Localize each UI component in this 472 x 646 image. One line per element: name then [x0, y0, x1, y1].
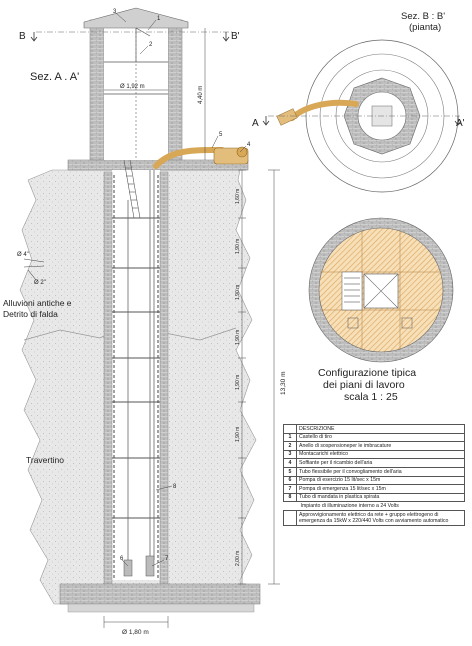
shaft-wall-left [104, 172, 112, 584]
shaft-bottom [60, 584, 260, 604]
segment-label-7: 2,00 m [235, 550, 241, 566]
legend-row [284, 442, 465, 451]
section-title: Sez. A . A' [30, 71, 80, 83]
callout-6: 6 [120, 556, 124, 562]
cut-a-right-label: A' [456, 118, 465, 129]
legend-row [284, 485, 465, 494]
legend-table [283, 424, 465, 526]
plan-title-2: (pianta) [409, 22, 442, 33]
segment-label-4: 1,90 m [235, 329, 241, 345]
config-title-1: Configurazione tipica [318, 367, 417, 379]
legend-row [284, 467, 465, 476]
legend-num: 5 [284, 467, 297, 476]
tower-wall-left [90, 20, 104, 160]
shaft-bottom-base [68, 604, 254, 612]
emergency-pump [146, 556, 154, 576]
legend-text: Tubo flessibile per il convogliamento dell'aria [297, 467, 465, 476]
plan-title-1: Sez. B : B' [401, 11, 446, 22]
legend-note-row [284, 510, 465, 525]
blower-fan-icon [237, 147, 247, 157]
callout-2: 2 [149, 42, 153, 48]
cut-b-right-label: B' [231, 31, 240, 42]
legend-num: 2 [284, 442, 297, 451]
legend-num: 1 [284, 433, 297, 442]
bottom-diameter-label: Ø 1,80 m [122, 629, 149, 636]
callout-5: 5 [219, 132, 223, 138]
tower-height-label: 4,40 m [198, 85, 204, 104]
service-pump [124, 560, 132, 576]
legend-row [284, 459, 465, 468]
legend-text: Montacarichi elettrico [297, 450, 465, 459]
pipe-large-label: Ø 4" [17, 252, 29, 258]
arrow-down-icon [263, 116, 269, 125]
legend-note-spacer [284, 502, 297, 511]
legend-note: Impianto di illuminazione interno a 24 Volts [300, 502, 399, 509]
config-title-2: dei piani di lavoro [323, 379, 405, 391]
legend-num: 7 [284, 485, 297, 494]
legend-note: Approvvigionamento elettrico da rete + gruppo elettrogeno di emergenza da 15kW x 220/440 Volts con avviamento automatico [297, 510, 465, 525]
alluvium-label-1: Alluvioni antiche e [3, 298, 72, 308]
cut-a-left-label: A [252, 118, 259, 129]
legend-num: 6 [284, 476, 297, 485]
legend-text: Pompa di emergenza 15 lit/sec x 15m [297, 485, 465, 494]
legend-text: Anello di sospensioneper le imbracature [297, 442, 465, 451]
legend-row [284, 433, 465, 442]
legend-num: 3 [284, 450, 297, 459]
legend-row [284, 450, 465, 459]
segment-label-6: 1,90 m [235, 426, 241, 442]
callout-3: 3 [113, 9, 117, 15]
tower-roof [84, 8, 188, 28]
segment-label-2: 1,90 m [235, 238, 241, 254]
top-diameter-label: Ø 1,92 m [120, 84, 145, 90]
legend-note-row [284, 502, 465, 511]
travertine-label: Travertino [26, 455, 64, 465]
legend-row [284, 476, 465, 485]
legend-num: 4 [284, 459, 297, 468]
tower-wall-right [168, 20, 182, 160]
legend-row [284, 493, 465, 502]
segment-label-5: 1,90 m [235, 374, 241, 390]
legend-text: Castello di tiro [297, 433, 465, 442]
callout-1: 1 [157, 16, 161, 22]
legend-note-spacer [284, 510, 297, 525]
arrow-down-icon [31, 32, 37, 41]
legend-header-num [284, 425, 297, 434]
callout-8: 8 [173, 484, 177, 490]
legend-text: Tubo di mandata in plastica spirata [297, 493, 465, 502]
config-title-3: scala 1 : 25 [344, 391, 398, 403]
callout-7: 7 [165, 556, 169, 562]
pipe-small-label: Ø 2" [34, 280, 46, 286]
segment-label-1: 1,60 m [235, 188, 241, 204]
legend-text: Pompa di esercizio 15 lit/sec x 15m [297, 476, 465, 485]
total-depth-label: 13,30 m [280, 371, 287, 395]
legend-text: Soffiante per il ricambio dell'aria [297, 459, 465, 468]
shaft-wall-right [160, 172, 168, 584]
legend-header: DESCRIZIONE [297, 425, 465, 434]
legend-num: 8 [284, 493, 297, 502]
arrow-down-icon [223, 32, 229, 41]
legend-header-row [284, 425, 465, 434]
segment-label-3: 1,90 m [235, 284, 241, 300]
callout-4: 4 [247, 142, 251, 148]
cut-b-left-label: B [19, 31, 26, 42]
alluvium-label-2: Detrito di falda [3, 309, 58, 319]
plan-blower [277, 109, 298, 126]
